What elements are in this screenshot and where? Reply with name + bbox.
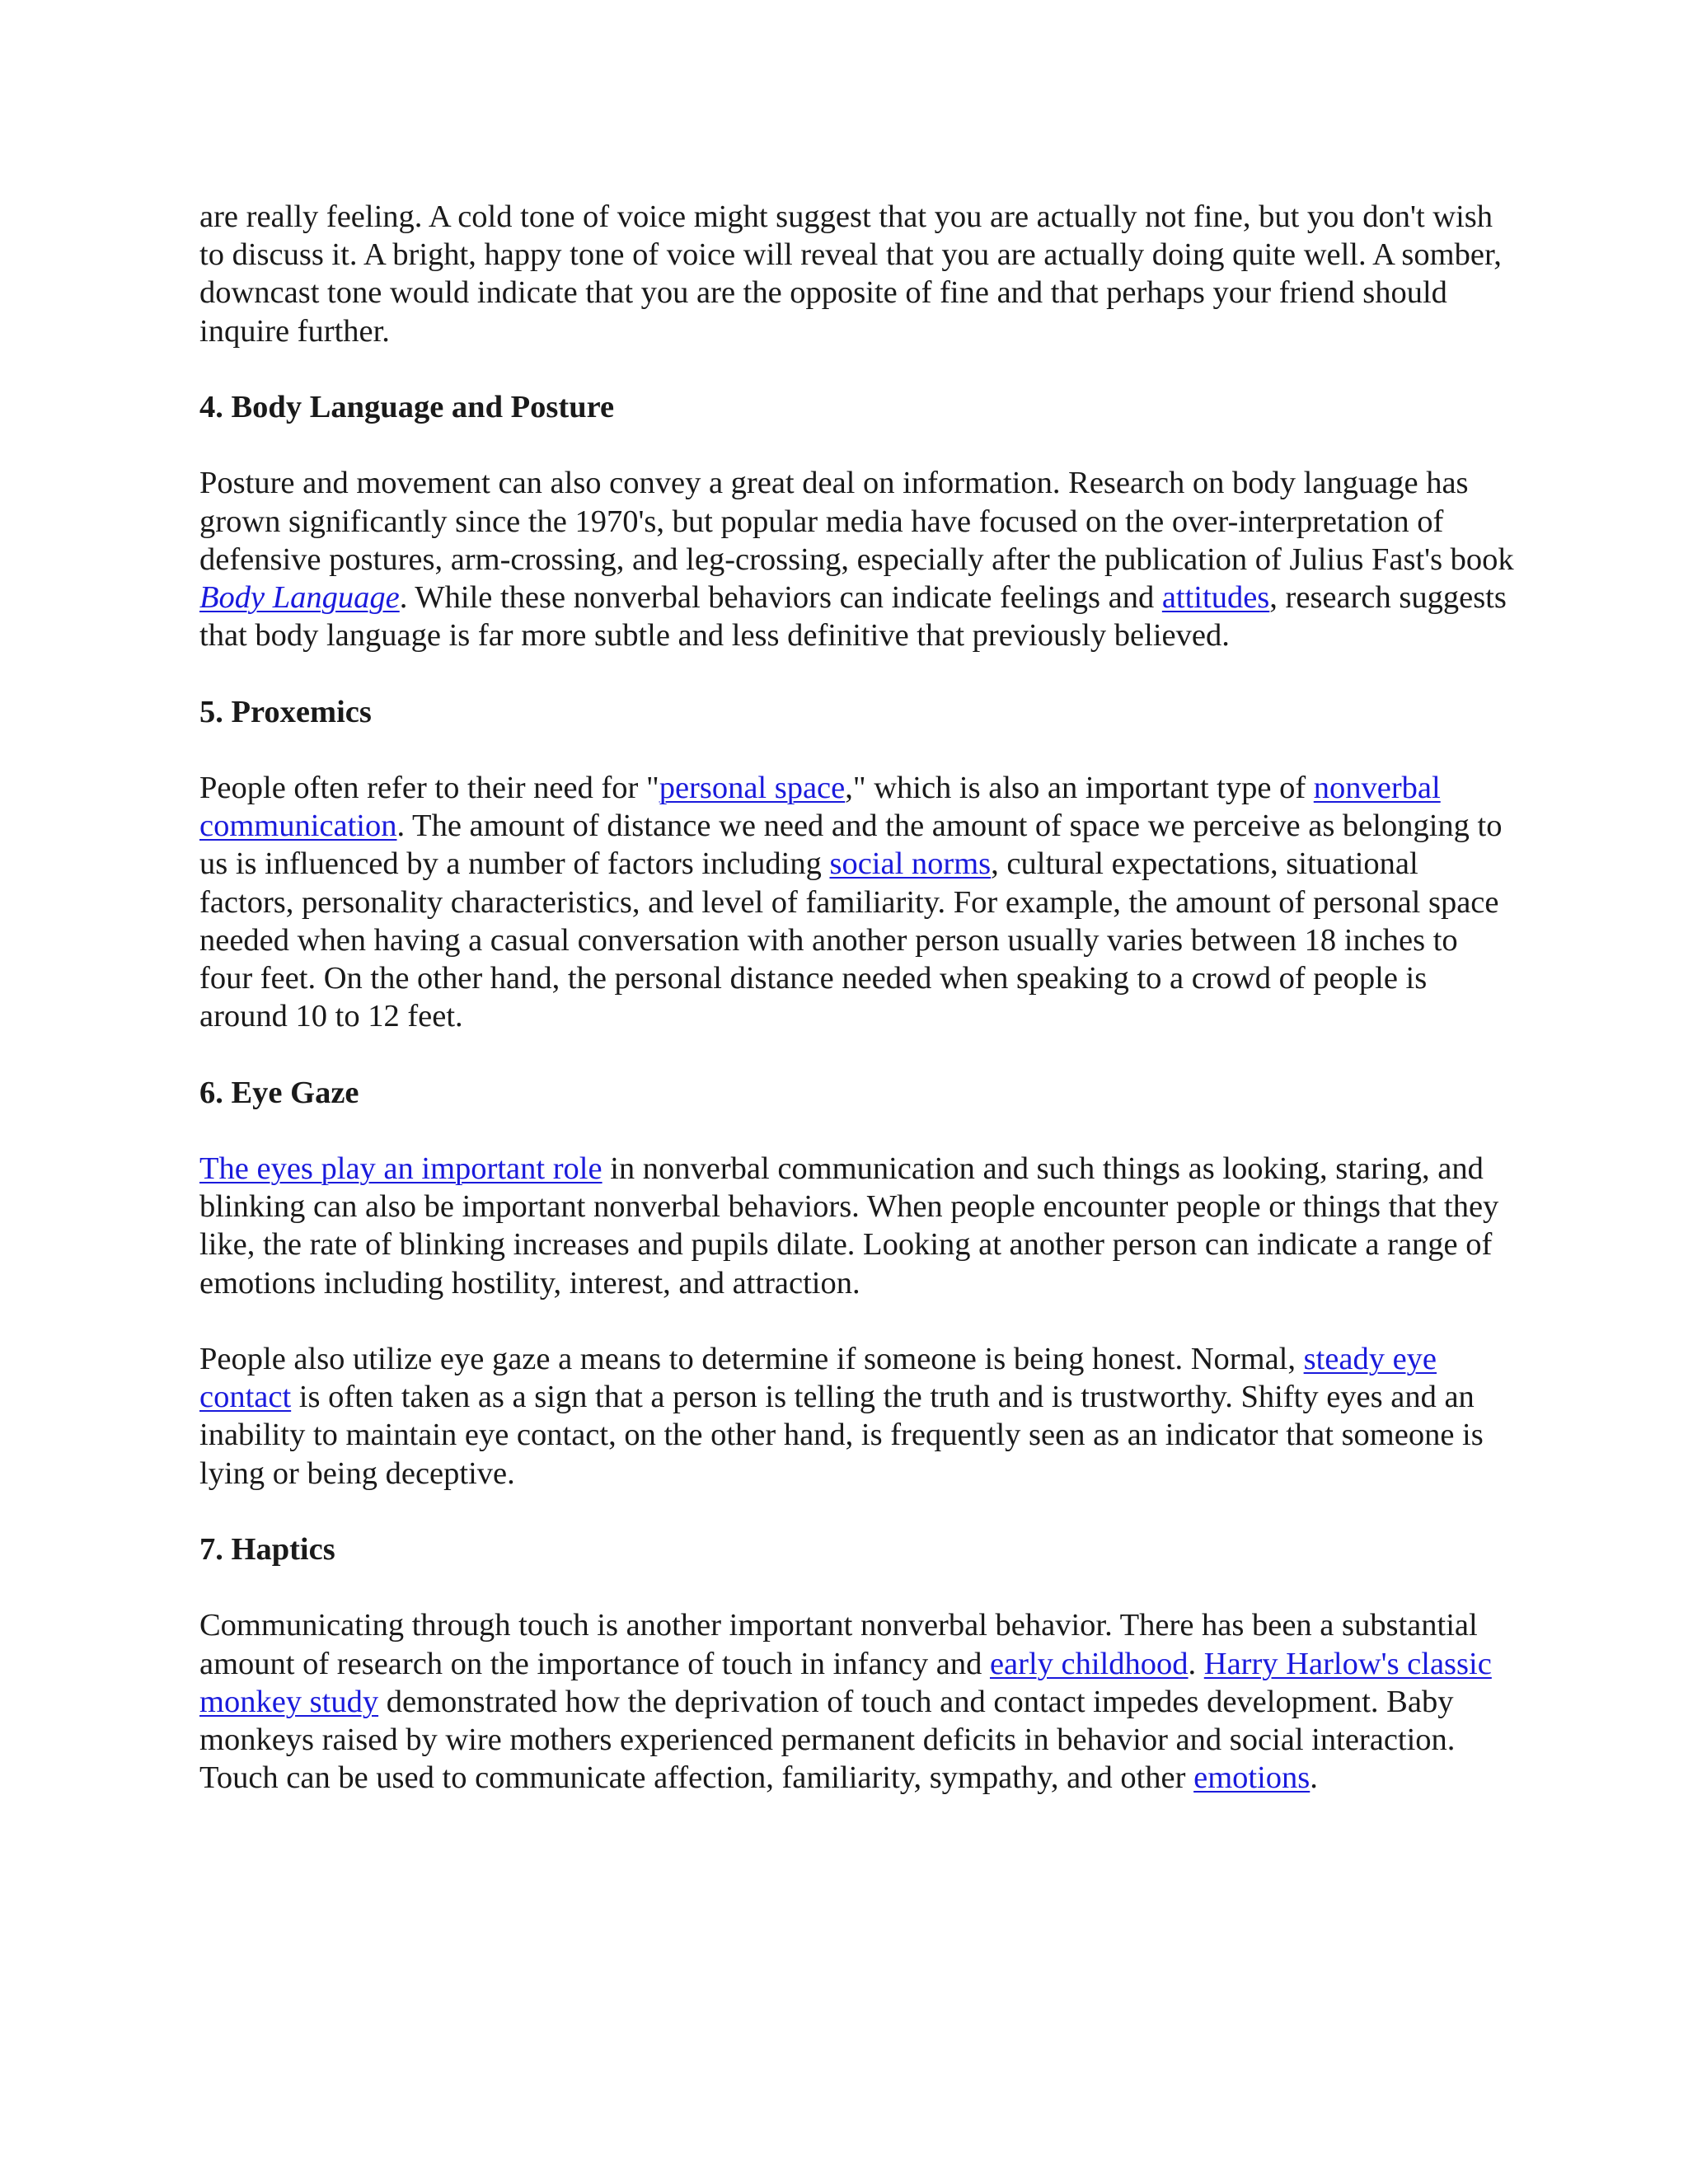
intro-paragraph: are really feeling. A cold tone of voice might suggest that you are actually not fine, but you don't wish to discuss it. A bright, happy tone of voice will reveal that you are actually doing quite well. A somber, downcast tone would indicate that you are the opposite of fine and that perhaps your friend should inquire further. (199, 199, 1502, 349)
eyes-important-role-link[interactable]: The eyes play an important role (199, 1151, 603, 1186)
eye-gaze-paragraph-1: The eyes play an important role in nonverbal communication and such things as looking, staring, and blinking can also be important nonverbal behaviors. When people encounter people or things that they like, the rate of blinking increases and pupils dilate. Looking at another person can indicate a range of emotions including hostility, interest, and attraction. (199, 1151, 1499, 1301)
social-norms-link[interactable]: social norms (829, 846, 992, 882)
proxemics-paragraph: People often refer to their need for "personal space," which is also an important type of nonverbal communication. The amount of distance we need and the amount of space we perceive as belonging to us is influenced by a number of factors including social norms, cultural expectations, situational factors, personality characteristics, and level of familiarity. For example, the amount of personal space needed when having a casual conversation with another person usually varies between 18 inches to four feet. On the other hand, the personal distance needed when speaking to a crowd of people is around 10 to 12 feet. (199, 770, 1503, 1034)
body-language-paragraph: Posture and movement can also convey a great deal on information. Research on body language has grown significantly since the 1970's, but popular media have focused on the over-interpretation of defensive postures, arm-crossing, and leg-crossing, especially after the publication of Julius Fast's book Body Language. While these nonverbal behaviors can indicate feelings and attitudes, research suggests that body language is far more subtle and less definitive that previously believed. (199, 466, 1514, 654)
eye-gaze-paragraph-2: People also utilize eye gaze a means to determine if someone is being honest. Normal, steady eye contact is often taken as a sign that a person is telling the truth and is trustworthy. Shifty eyes and an inability to maintain eye contact, on the other hand, is frequently seen as an indicator that someone is lying or being deceptive. (199, 1341, 1484, 1491)
emotions-link[interactable]: emotions (1193, 1760, 1311, 1796)
attitudes-link[interactable]: attitudes (1161, 580, 1270, 615)
document-page (199, 198, 1518, 1835)
early-childhood-link[interactable]: early childhood (989, 1646, 1189, 1681)
section-heading-eye-gaze: 6. Eye Gaze (199, 1075, 359, 1110)
nonverbal-communication-link[interactable]: nonverbal communication (199, 770, 1441, 844)
section-heading-proxemics: 5. Proxemics (199, 694, 372, 729)
section-heading-haptics: 7. Haptics (199, 1531, 335, 1567)
body-language-book-link[interactable]: Body Language (199, 580, 400, 615)
personal-space-link[interactable]: personal space (659, 770, 846, 805)
section-heading-body-language: 4. Body Language and Posture (199, 390, 615, 424)
steady-eye-contact-link[interactable]: steady eye contact (199, 1341, 1437, 1415)
harlow-monkey-study-link[interactable]: Harry Harlow's classic monkey study (199, 1646, 1492, 1719)
haptics-paragraph: Communicating through touch is another important nonverbal behavior. There has been a substantial amount of research on the importance of touch in infancy and early childhood. Harry Harlow's classic monkey study demonstrated how the deprivation of touch and contact impedes development. Baby monkeys raised by wire mothers experienced permanent deficits in behavior and social interaction. Touch can be used to communicate affection, familiarity, sympathy, and other emotions. (199, 1608, 1492, 1796)
